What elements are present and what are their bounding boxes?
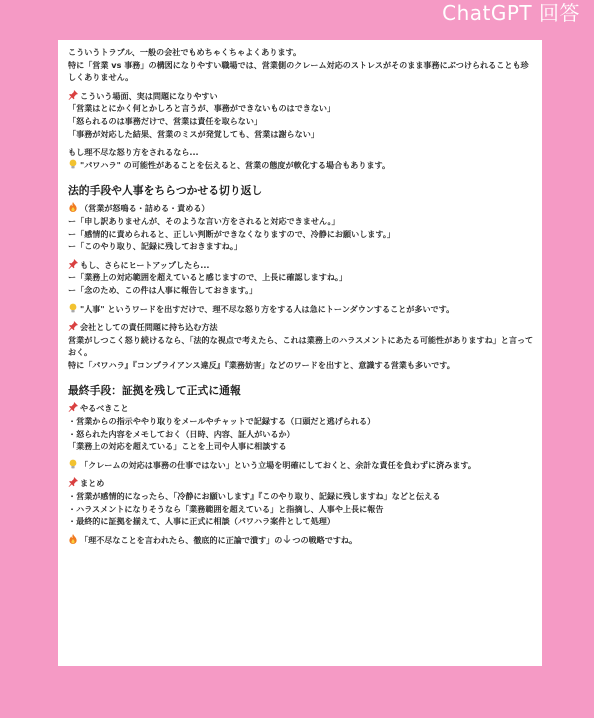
company-text: 営業がしつこく怒り続けるなら、「法的な視点で考えたら、これは業務上のハラスメントにあたる可能性がありますね」と言っておく。 xyxy=(68,334,534,358)
legal-escalate-line-1: ー「業務上の対応範囲を超えていると感じますので、上長に確認しますね。」 xyxy=(68,272,348,283)
company-text-2: 特に「パワハラ』『コンプライアンス違反』『業務妨害」などのワードを出すと、意識する営業も多いです。 xyxy=(68,359,455,370)
summary-line-3: ・最終的に証拠を揃えて、人事に正式に相談（パワハラ案件として処理） xyxy=(68,516,335,527)
pushpin-icon xyxy=(68,402,78,412)
fire-icon xyxy=(68,534,78,544)
legal-line-3: ー「このやり取り、記録に残しておきますね。」 xyxy=(68,241,243,252)
legal-tip: "人事" というワードを出すだけで、理不尽な怒り方をする人は急にトーンダウンすることが多いです。 xyxy=(68,303,534,316)
lightbulb-icon xyxy=(68,159,78,169)
legal-escalate: もし、さらにヒートアップしたら... xyxy=(68,259,534,272)
todo-title: やるべきこと xyxy=(68,402,534,415)
problem-title: こういう場面、実は問題になりやすい xyxy=(68,90,534,103)
problem-line-2: 「怒られるのは事務だけで、営業は責任を取らない」 xyxy=(68,115,263,126)
lightbulb-icon xyxy=(68,303,78,313)
pushpin-icon xyxy=(68,477,78,487)
problem-follow: もし理不尽な怒り方をされるなら... xyxy=(68,147,199,158)
company-title: 会社としての責任問題に持ち込む方法 xyxy=(68,321,534,334)
closing-text-a: 「理不尽なことを言われたら、徹底的に正論で潰す」の xyxy=(80,534,283,545)
lightbulb-icon xyxy=(68,459,78,469)
legal-case: （営業が怒鳴る・詰める・責める） xyxy=(68,202,534,215)
summary-line-2: ・ハラスメントになりそうなら「業務範囲を超えている」と指摘し、人事や上長に報告 xyxy=(68,503,384,514)
pushpin-icon xyxy=(68,259,78,269)
pushpin-icon xyxy=(68,90,78,100)
fire-icon xyxy=(68,202,78,212)
summary-title: まとめ xyxy=(68,477,534,490)
todo-line-2: ・怒られた内容をメモしておく（日時、内容、証人がいるか） xyxy=(68,428,295,439)
chatgpt-answer-title: ChatGPT 回答 xyxy=(442,1,580,25)
legal-heading: 法的手段や人事をちらつかせる切り返し xyxy=(68,184,263,198)
legal-line-1: ー「申し訳ありませんが、そのような言い方をされると対応できません。」 xyxy=(68,215,340,226)
problem-line-1: 「営業はとにかく何とかしろと言うが、事務ができないものはできない」 xyxy=(68,103,336,114)
todo-line-3: 「業務上の対応を超えている」ことを上司や人事に相談する xyxy=(68,441,287,452)
pushpin-icon xyxy=(68,321,78,331)
legal-line-2: ー「感情的に責められると、正しい判断ができなくなりますので、冷静にお願いします。」 xyxy=(68,228,395,239)
scroll-down-arrow-icon[interactable] xyxy=(283,535,291,544)
problem-line-3: 「事務が対応した結果、営業のミスが発覚しても、営業は謝らない」 xyxy=(68,128,319,139)
legal-escalate-line-2: ー「念のため、この件は人事に報告しておきます。」 xyxy=(68,284,258,295)
answer-card xyxy=(58,40,542,666)
summary-line-1: ・営業が感情的になったら、「冷静にお願いします』『このやり取り、記録に残しますね」などと伝える xyxy=(68,491,441,502)
problem-tip: "パワハラ" の可能性があることを伝えると、営業の態度が軟化する場合もあります。 xyxy=(68,159,534,172)
todo-line-1: ・営業からの指示ややり取りをメールやチャットで記録する（口頭だと逃げられる） xyxy=(68,416,376,427)
intro-line-2: 特に「営業 vs 事務」の構図になりやすい職場では、営業側のクレーム対応のストレスがそのまま事務にぶつけられることも珍しくありません。 xyxy=(68,59,529,83)
intro-line-1: こういうトラブル、一般の会社でもめちゃくちゃよくあります。 xyxy=(68,47,302,57)
final-heading: 最終手段：証拠を残して正式に通報 xyxy=(68,384,241,398)
final-tip: 「クレームの対応は事務の仕事ではない」という立場を明確にしておくと、余計な責任を負わずに済みます。 xyxy=(68,459,534,472)
closing-line xyxy=(68,534,534,547)
closing-text-b: つの戦略ですね。 xyxy=(292,534,358,545)
